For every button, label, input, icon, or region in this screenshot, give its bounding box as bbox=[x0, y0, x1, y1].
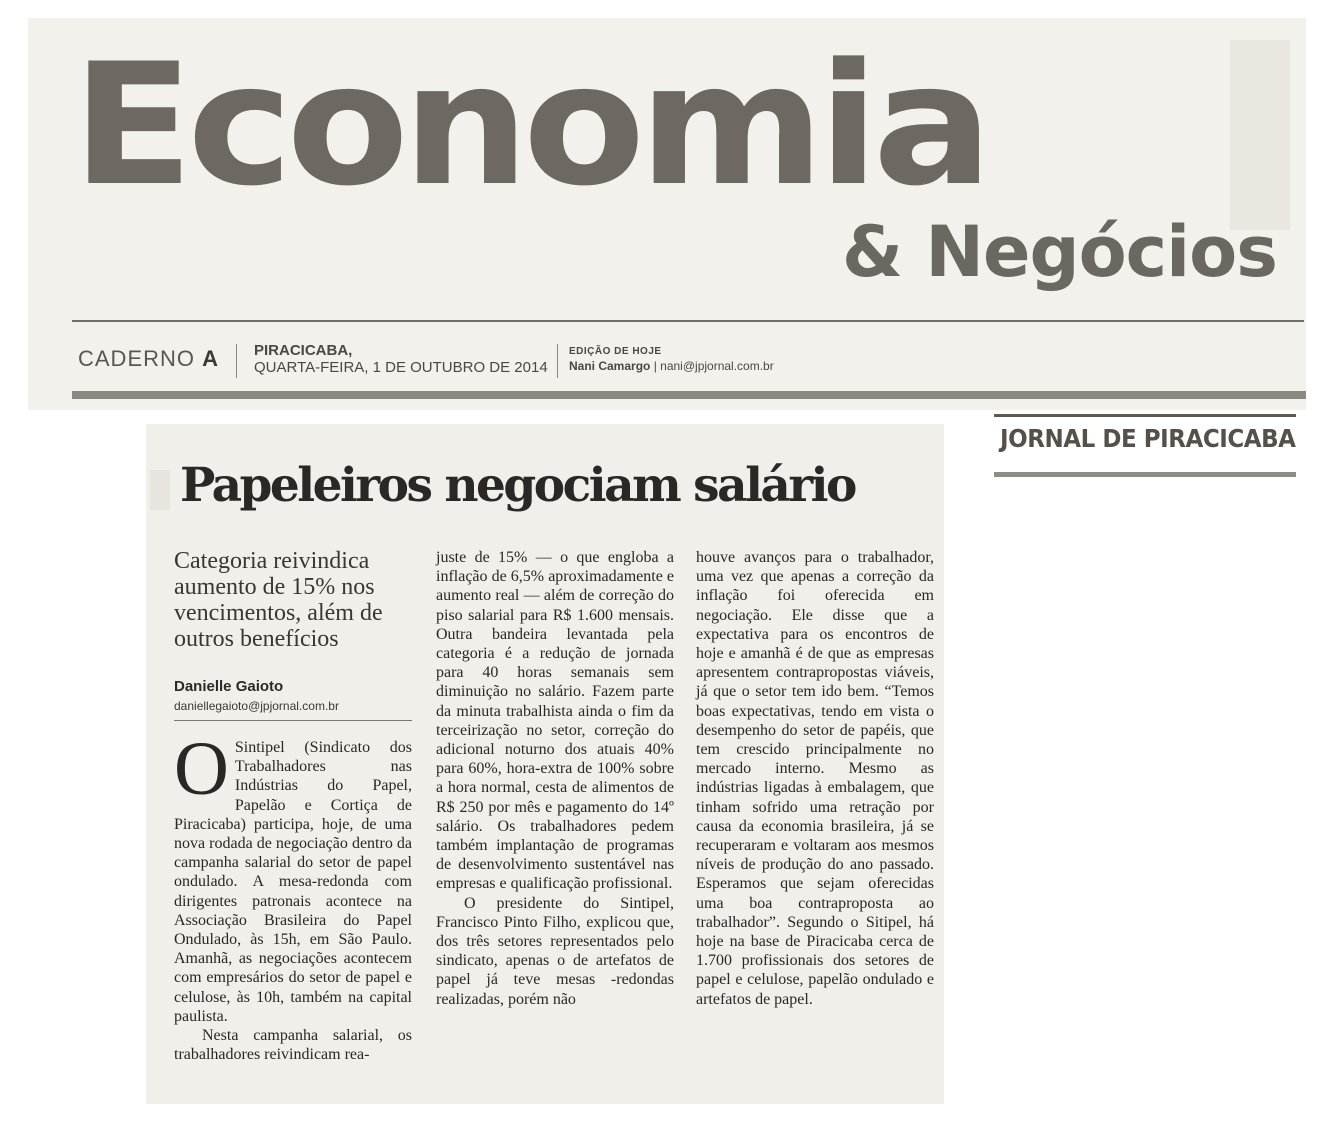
dropcap: O bbox=[174, 727, 229, 811]
editor-email: nani@jpjornal.com.br bbox=[660, 359, 774, 373]
bleed-through-shape bbox=[1230, 40, 1290, 230]
masthead-bottom-rule bbox=[72, 391, 1306, 399]
paragraph-text: Sintipel (Sindicato dos Trabalhadores nas Indústrias do Papel, Papelão e Cortiça de Piracicaba) participa, hoje, de uma nova rodada de negociação dentro da campanha salarial do setor de papel ondulado. A mesa-redonda com dirigentes patronais acontece na Associação Brasileira do Papel Ondulado, às 15h, em São Paulo. Amanhã, as negociações acontecem com empresários do setor de papel e celulose, às 10h, também na capital paulista. bbox=[174, 739, 412, 1025]
caderno-letter: A bbox=[202, 346, 220, 371]
author: Danielle Gaioto bbox=[174, 678, 284, 695]
dateline bbox=[254, 342, 548, 376]
divider bbox=[557, 344, 558, 378]
newspaper-bottom-rule bbox=[994, 472, 1296, 477]
bleed-through-shape bbox=[150, 470, 170, 510]
editor-line bbox=[569, 359, 774, 374]
masthead-rule bbox=[72, 320, 1304, 322]
column-2 bbox=[436, 548, 674, 1009]
section-subtitle: & Negócios bbox=[842, 211, 1277, 293]
deck: Categoria reivindica aumento de 15% nos vencimentos, além de outros benefícios bbox=[174, 548, 383, 652]
edition-info bbox=[569, 344, 774, 374]
city: PIRACICABA, bbox=[254, 342, 353, 359]
author-email: daniellegaioto@jpjornal.com.br bbox=[174, 699, 339, 713]
paragraph bbox=[174, 727, 412, 1026]
newspaper-top-rule bbox=[994, 414, 1296, 417]
column-3 bbox=[696, 548, 934, 1009]
caderno-text: CADERNO bbox=[78, 346, 196, 371]
byline-rule bbox=[174, 720, 412, 721]
edition-label: EDIÇÃO DE HOJE bbox=[569, 346, 662, 357]
paragraph: Nesta campanha salarial, os trabalhadores reivindicam rea- bbox=[174, 1027, 412, 1064]
newspaper-name: JORNAL DE PIRACICABA bbox=[1000, 424, 1296, 453]
paragraph: O presidente do Sintipel, Francisco Pinto Filho, explicou que, dos três setores representados pelo sindicato, apenas o de artefatos de papel já teve mesas -redondas realizadas, porém não bbox=[436, 894, 674, 1008]
column-1 bbox=[174, 727, 412, 1064]
caderno-label bbox=[78, 346, 219, 372]
paragraph: juste de 15% — o que engloba a inflação de 6,5% aproximadamente e aumento real — além de correção do piso salarial para R$ 1.600 mensais. Outra bandeira levantada pela categoria é a redução de jornada para 40 horas semanais sem diminuição no salário. Fazem parte da minuta trabalhista ainda o fim da terceirização no setor, correção do adicional noturno dos atuais 40% para 60%, hora-extra de 100% sobre a hora normal, cesta de alimentos de R$ 250 por mês e pagamento do 14º salário. Os trabalhadores pedem também implantação de programas de desenvolvimento sustentável nas empresas e qualificação profissional. bbox=[436, 549, 674, 893]
section-title: Economia bbox=[72, 27, 987, 223]
divider bbox=[236, 344, 237, 378]
headline: Papeleiros negociam salário bbox=[180, 458, 855, 513]
date: QUARTA-FEIRA, 1 DE OUTUBRO DE 2014 bbox=[254, 359, 548, 376]
editor-separator: | bbox=[653, 359, 661, 373]
editor-name: Nani Camargo bbox=[569, 359, 651, 373]
paragraph: houve avanços para o trabalhador, uma vez que apenas a correção da inflação foi oferecida em negociação. Ele disse que a expectativa para os encontros de hoje e amanhã é de que as empresas apresentem contrapropostas viáveis, já que o setor tem ido bem. “Temos boas expectativas, tendo em vista o desempenho do setor de papéis, que tem crescido principalmente no mercado interno. Mesmo as indústrias ligadas à embalagem, que tinham sofrido uma retração por causa da economia brasileira, já se recuperaram e voltaram aos mesmos níveis de produção do ano passado. Esperamos que sejam oferecidas uma boa contraproposta ao trabalhador”. Segundo o Sitipel, há hoje na base de Piracicaba cerca de 1.700 profissionais dos setores de papel e celulose, papelão ondulado e artefatos de papel. bbox=[696, 549, 934, 1008]
